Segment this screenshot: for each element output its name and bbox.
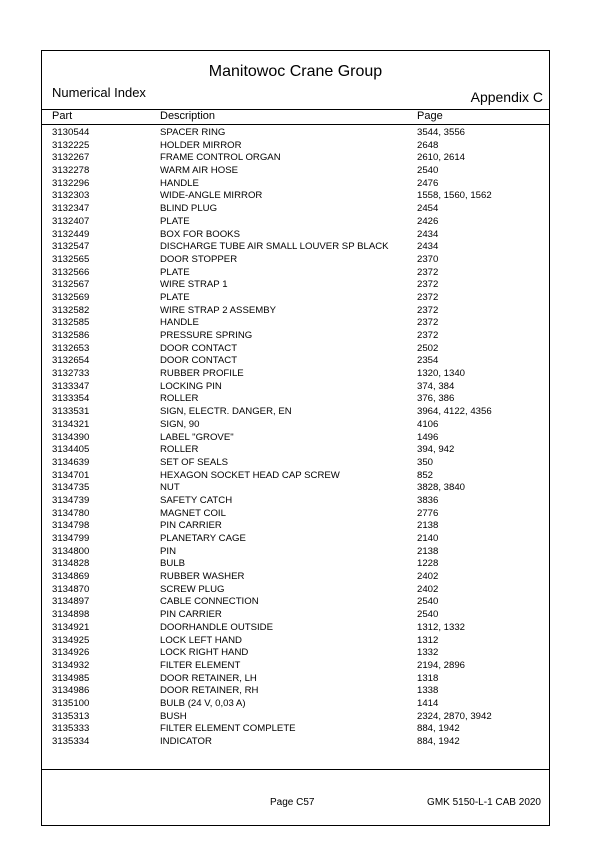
part-description: DOOR CONTACT	[160, 342, 238, 354]
page-reference: 3964, 4122, 4356	[417, 406, 492, 418]
part-description: WIDE-ANGLE MIRROR	[160, 190, 263, 202]
table-row	[42, 558, 549, 571]
part-description: DISCHARGE TUBE AIR SMALL LOUVER SP BLACK	[160, 241, 389, 253]
page-reference: 1312	[417, 634, 439, 646]
table-row	[42, 482, 549, 495]
part-description: PRESSURE SPRING	[160, 330, 253, 341]
table-row	[42, 723, 549, 736]
part-description: DOORHANDLE OUTSIDE	[160, 621, 274, 633]
part-number: 3132733	[52, 368, 90, 380]
table-row	[42, 279, 549, 292]
table-row	[42, 571, 549, 584]
part-description: HANDLE	[160, 317, 199, 329]
part-description: RUBBER PROFILE	[160, 368, 244, 380]
page-reference: 2372	[417, 330, 439, 341]
part-number: 3133354	[52, 393, 90, 405]
part-description: SPACER RING	[160, 127, 226, 138]
index-label: Numerical Index	[52, 85, 146, 100]
table-row	[42, 685, 549, 698]
part-number: 3134869	[52, 571, 90, 583]
page-reference: 2402	[417, 583, 439, 595]
part-description: DOOR STOPPER	[160, 253, 238, 265]
page-reference: 1496	[417, 431, 439, 443]
part-number: 3132653	[52, 342, 90, 354]
part-number: 3134926	[52, 647, 90, 659]
page-reference: 2476	[417, 177, 439, 189]
part-description: WIRE STRAP 2 ASSEMBY	[160, 304, 277, 316]
table-row	[42, 178, 549, 191]
part-description: INDICATOR	[160, 736, 212, 747]
page-reference: 2502	[417, 342, 439, 354]
part-number: 3135313	[52, 710, 90, 722]
part-description: DOOR RETAINER, LH	[160, 672, 257, 684]
page-reference: 2372	[417, 279, 439, 291]
part-description: PLANETARY CAGE	[160, 533, 246, 544]
part-number: 3133531	[52, 406, 90, 418]
part-number: 3134898	[52, 609, 90, 621]
page-reference: 1228	[417, 558, 439, 570]
part-description: BULB	[160, 558, 186, 570]
part-number: 3134739	[52, 494, 90, 506]
table-row	[42, 267, 549, 280]
table-row	[42, 660, 549, 673]
table-row	[42, 673, 549, 686]
page-reference: 1338	[417, 685, 439, 697]
document-id: GMK 5150-L-1 CAB 2020	[427, 797, 541, 808]
table-row	[42, 533, 549, 546]
part-description: PLATE	[160, 266, 190, 278]
part-description: LOCKING PIN	[160, 380, 222, 392]
part-number: 3132566	[52, 266, 90, 278]
part-description: BOX FOR BOOKS	[160, 228, 240, 240]
table-row	[42, 393, 549, 406]
page-reference: 1332	[417, 647, 439, 659]
table-row	[42, 305, 549, 318]
page-reference: 2194, 2896	[417, 659, 466, 671]
page-reference: 2372	[417, 291, 439, 303]
part-number: 3134800	[52, 545, 90, 557]
part-number: 3132303	[52, 190, 90, 202]
part-number: 3132407	[52, 215, 90, 227]
page-reference: 1318	[417, 672, 439, 684]
part-description: LOCK LEFT HAND	[160, 634, 242, 646]
part-number: 3134798	[52, 520, 90, 532]
page-reference: 376, 386	[417, 393, 455, 405]
table-row	[42, 711, 549, 724]
page-reference: 2372	[417, 304, 439, 316]
table-row	[42, 368, 549, 381]
table-row	[42, 292, 549, 305]
page-reference: 2540	[417, 609, 439, 621]
part-description: PLATE	[160, 291, 190, 303]
part-number: 3132296	[52, 177, 90, 189]
part-description: FRAME CONTROL ORGAN	[160, 152, 281, 164]
part-number: 3132585	[52, 317, 90, 329]
page-reference: 852	[417, 469, 434, 481]
table-row	[42, 216, 549, 229]
page-reference: 1312, 1332	[417, 621, 466, 633]
table-row	[42, 229, 549, 242]
page-reference: 2434	[417, 241, 439, 253]
part-description: PIN CARRIER	[160, 609, 222, 621]
table-row	[42, 495, 549, 508]
part-description: FILTER ELEMENT COMPLETE	[160, 723, 296, 735]
table-row	[42, 432, 549, 445]
part-number: 3132567	[52, 279, 90, 291]
part-number: 3134639	[52, 456, 90, 468]
table-row	[42, 152, 549, 165]
page-reference: 3544, 3556	[417, 127, 466, 138]
page-reference: 3836	[417, 494, 439, 506]
table-row	[42, 355, 549, 368]
part-description: RUBBER WASHER	[160, 571, 245, 583]
page-number: Page C57	[270, 797, 315, 808]
part-number: 3132654	[52, 355, 90, 367]
part-description: HOLDER MIRROR	[160, 139, 242, 151]
page-reference: 2370	[417, 253, 439, 265]
table-row	[42, 419, 549, 432]
part-description: SAFETY CATCH	[160, 494, 233, 506]
table-row	[42, 241, 549, 254]
part-description: NUT	[160, 482, 180, 494]
page-reference: 2138	[417, 545, 439, 557]
table-row	[42, 444, 549, 457]
table-row	[42, 381, 549, 394]
document-frame	[41, 50, 550, 826]
part-number: 3134828	[52, 558, 90, 570]
part-description: SET OF SEALS	[160, 456, 229, 468]
page-reference: 394, 942	[417, 444, 455, 456]
part-number: 3134701	[52, 469, 90, 481]
part-description: PIN CARRIER	[160, 520, 222, 532]
page-reference: 4106	[417, 418, 439, 430]
page-reference: 884, 1942	[417, 723, 460, 735]
column-header-page: Page	[417, 110, 443, 122]
page-reference: 2540	[417, 165, 439, 177]
table-row	[42, 317, 549, 330]
part-description: HEXAGON SOCKET HEAD CAP SCREW	[160, 469, 340, 481]
table-row	[42, 203, 549, 216]
part-description: WIRE STRAP 1	[160, 279, 228, 291]
part-number: 3134986	[52, 685, 90, 697]
part-description: BLIND PLUG	[160, 203, 218, 215]
page-reference: 2140	[417, 533, 439, 544]
page-reference: 2434	[417, 228, 439, 240]
part-number: 3135100	[52, 697, 90, 709]
index-table	[42, 127, 549, 749]
table-row	[42, 343, 549, 356]
column-header-description: Description	[160, 110, 216, 122]
part-description: ROLLER	[160, 444, 199, 456]
part-number: 3135334	[52, 736, 90, 747]
part-description: LABEL "GROVE"	[160, 431, 234, 443]
part-number: 3132267	[52, 152, 90, 164]
part-number: 3132569	[52, 291, 90, 303]
page-reference: 374, 384	[417, 380, 455, 392]
page-reference: 2402	[417, 571, 439, 583]
table-row	[42, 596, 549, 609]
page-reference: 1558, 1560, 1562	[417, 190, 492, 202]
part-description: PLATE	[160, 215, 190, 227]
appendix-label: Appendix C	[470, 89, 543, 105]
part-description: MAGNET COIL	[160, 507, 226, 519]
footer-divider	[42, 769, 549, 770]
page-reference: 2354	[417, 355, 439, 367]
part-number: 3134390	[52, 431, 90, 443]
part-number: 3132225	[52, 139, 90, 151]
table-row	[42, 330, 549, 343]
part-description: HANDLE	[160, 177, 199, 189]
part-number: 3134932	[52, 659, 90, 671]
header-divider-top	[42, 109, 549, 110]
part-number: 3132278	[52, 165, 90, 177]
page-reference: 2138	[417, 520, 439, 532]
part-description: CABLE CONNECTION	[160, 596, 259, 608]
part-number: 3132582	[52, 304, 90, 316]
part-number: 3134799	[52, 533, 90, 544]
part-number: 3134897	[52, 596, 90, 608]
part-description: ROLLER	[160, 393, 199, 405]
footer	[42, 769, 549, 825]
part-number: 3134870	[52, 583, 90, 595]
page-reference: 2540	[417, 596, 439, 608]
part-description: LOCK RIGHT HAND	[160, 647, 249, 659]
column-header-part: Part	[52, 110, 73, 122]
table-row	[42, 635, 549, 648]
page-reference: 1414	[417, 697, 439, 709]
page-reference: 350	[417, 456, 434, 468]
table-row	[42, 457, 549, 470]
table-row	[42, 254, 549, 267]
table-row	[42, 546, 549, 559]
page-reference: 2372	[417, 266, 439, 278]
part-number: 3134921	[52, 621, 90, 633]
part-number: 3132449	[52, 228, 90, 240]
part-number: 3134405	[52, 444, 90, 456]
part-number: 3134925	[52, 634, 90, 646]
part-description: BUSH	[160, 710, 187, 722]
part-number: 3134321	[52, 418, 90, 430]
header-divider-bottom	[42, 124, 549, 125]
part-description: DOOR CONTACT	[160, 355, 238, 367]
page-reference: 884, 1942	[417, 736, 460, 747]
part-description: BULB (24 V, 0,03 A)	[160, 697, 246, 709]
page-reference: 2648	[417, 139, 439, 151]
page-reference: 2610, 2614	[417, 152, 466, 164]
part-number: 3134985	[52, 672, 90, 684]
page-reference: 2324, 2870, 3942	[417, 710, 492, 722]
part-number: 3133347	[52, 380, 90, 392]
page-reference: 3828, 3840	[417, 482, 466, 494]
part-description: SIGN, ELECTR. DANGER, EN	[160, 406, 292, 418]
part-description: PIN	[160, 545, 176, 557]
table-row	[42, 520, 549, 533]
table-row	[42, 584, 549, 597]
table-row	[42, 165, 549, 178]
table-row	[42, 736, 549, 749]
part-number: 3130544	[52, 127, 90, 138]
part-number: 3134780	[52, 507, 90, 519]
part-number: 3132565	[52, 253, 90, 265]
table-row	[42, 609, 549, 622]
page-reference: 2372	[417, 317, 439, 329]
table-row	[42, 647, 549, 660]
table-row	[42, 470, 549, 483]
table-row	[42, 508, 549, 521]
table-row	[42, 698, 549, 711]
page-reference: 2426	[417, 215, 439, 227]
part-number: 3134735	[52, 482, 90, 494]
table-row	[42, 190, 549, 203]
table-row	[42, 622, 549, 635]
part-number: 3132347	[52, 203, 90, 215]
part-description: WARM AIR HOSE	[160, 165, 239, 177]
part-description: SIGN, 90	[160, 418, 200, 430]
part-number: 3132586	[52, 330, 90, 341]
document-title: Manitowoc Crane Group	[208, 63, 383, 80]
page-reference: 1320, 1340	[417, 368, 466, 380]
part-description: SCREW PLUG	[160, 583, 225, 595]
part-description: DOOR RETAINER, RH	[160, 685, 259, 697]
table-row	[42, 140, 549, 153]
table-row	[42, 127, 549, 140]
page-reference: 2454	[417, 203, 439, 215]
part-number: 3135333	[52, 723, 90, 735]
table-row	[42, 406, 549, 419]
part-description: FILTER ELEMENT	[160, 659, 241, 671]
page-reference: 2776	[417, 507, 439, 519]
part-number: 3132547	[52, 241, 90, 253]
